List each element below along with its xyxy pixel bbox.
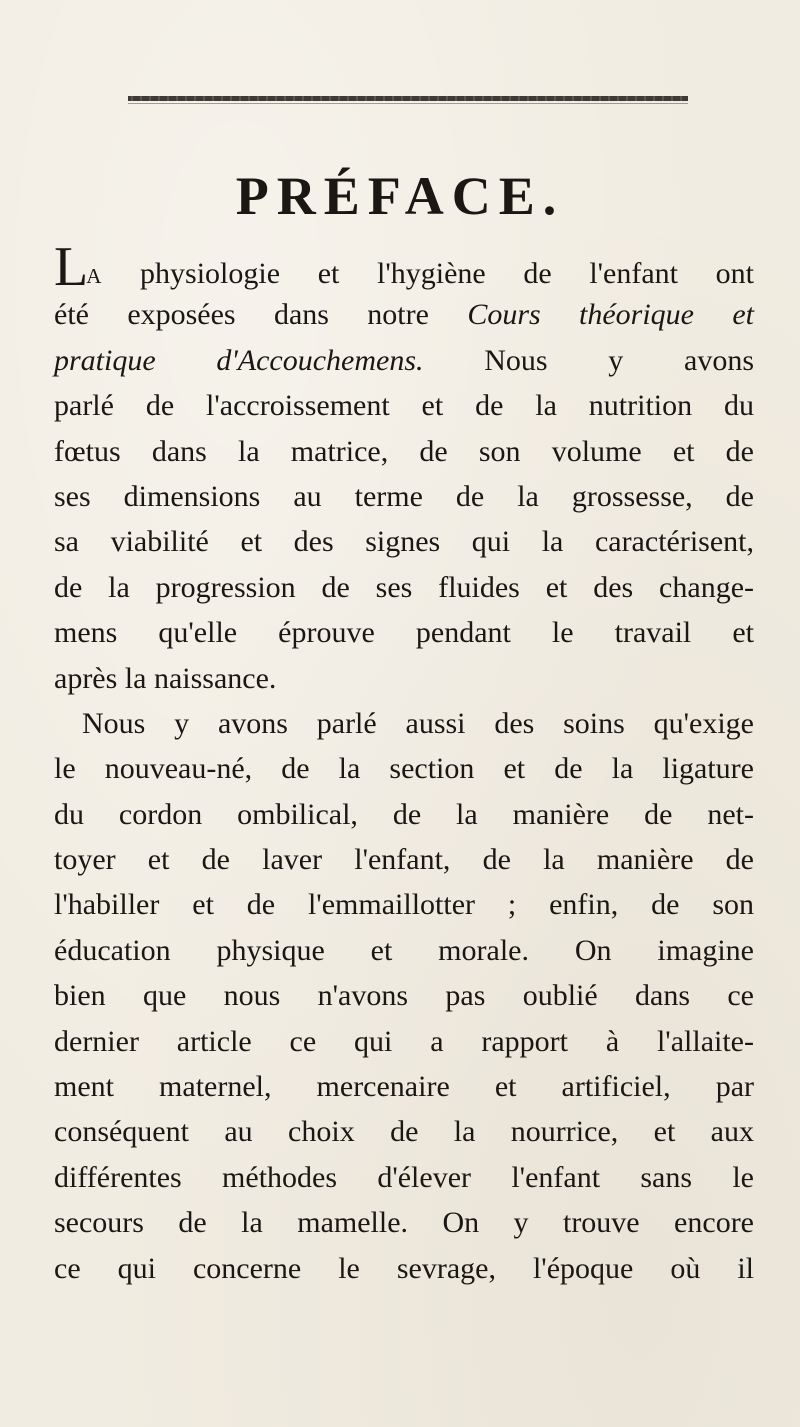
- header-rule-thin: [128, 103, 688, 104]
- drop-cap-continuation: A: [86, 264, 103, 288]
- line-text: Nous y avons: [484, 343, 754, 377]
- text-line: bien que nous n'avons pas oublié dans ce: [54, 979, 754, 1013]
- text-line: parlé de l'accroissement et de la nutrition du: [54, 389, 754, 423]
- text-line: [54, 338, 754, 383]
- italic-title: pratique d'Accouchemens.: [54, 343, 424, 377]
- page-title: PRÉFACE.: [235, 166, 565, 226]
- text-line: éducation physique et morale. On imagine: [54, 933, 754, 967]
- text-line: de la progression de ses fluides et des change-: [54, 570, 754, 604]
- text-line: dernier article ce qui a rapport à l'allaite-: [54, 1024, 754, 1058]
- italic-title: Cours théorique et: [467, 298, 754, 332]
- text-line: mens qu'elle éprouve pendant le travail et: [54, 616, 754, 650]
- header-rule: [128, 96, 688, 101]
- line-text: été exposées dans notre: [54, 298, 429, 332]
- text-line: ses dimensions au terme de la grossesse, de: [54, 479, 754, 513]
- text-line: [54, 292, 754, 337]
- text-line: du cordon ombilical, de la manière de net-: [54, 797, 754, 831]
- text-line: [54, 236, 755, 298]
- text-line: secours de la mamelle. On y trouve encore: [54, 1206, 754, 1240]
- text-line: Nous y avons parlé aussi des soins qu'exige: [82, 706, 754, 740]
- text-line: ce qui concerne le sevrage, l'époque où il: [54, 1251, 754, 1285]
- text-line: différentes méthodes d'élever l'enfant sans le: [54, 1160, 754, 1194]
- text-line: après la naissance.: [54, 661, 277, 695]
- text-line: fœtus dans la matrice, de son volume et de: [54, 434, 754, 468]
- text-line: conséquent au choix de la nourrice, et aux: [54, 1115, 754, 1149]
- body-text: [54, 236, 755, 1291]
- text-line: le nouveau-né, de la section et de la ligature: [54, 752, 754, 786]
- text-line: toyer et de laver l'enfant, de la manière de: [54, 843, 754, 877]
- drop-cap: L: [54, 236, 87, 298]
- text-line: l'habiller et de l'emmaillotter ; enfin, de son: [54, 888, 754, 922]
- text-line: ment maternel, mercenaire et artificiel, par: [54, 1070, 754, 1104]
- text-line: sa viabilité et des signes qui la caractérisent,: [54, 525, 754, 559]
- line-text: physiologie et l'hygiène de l'enfant ont: [140, 257, 755, 290]
